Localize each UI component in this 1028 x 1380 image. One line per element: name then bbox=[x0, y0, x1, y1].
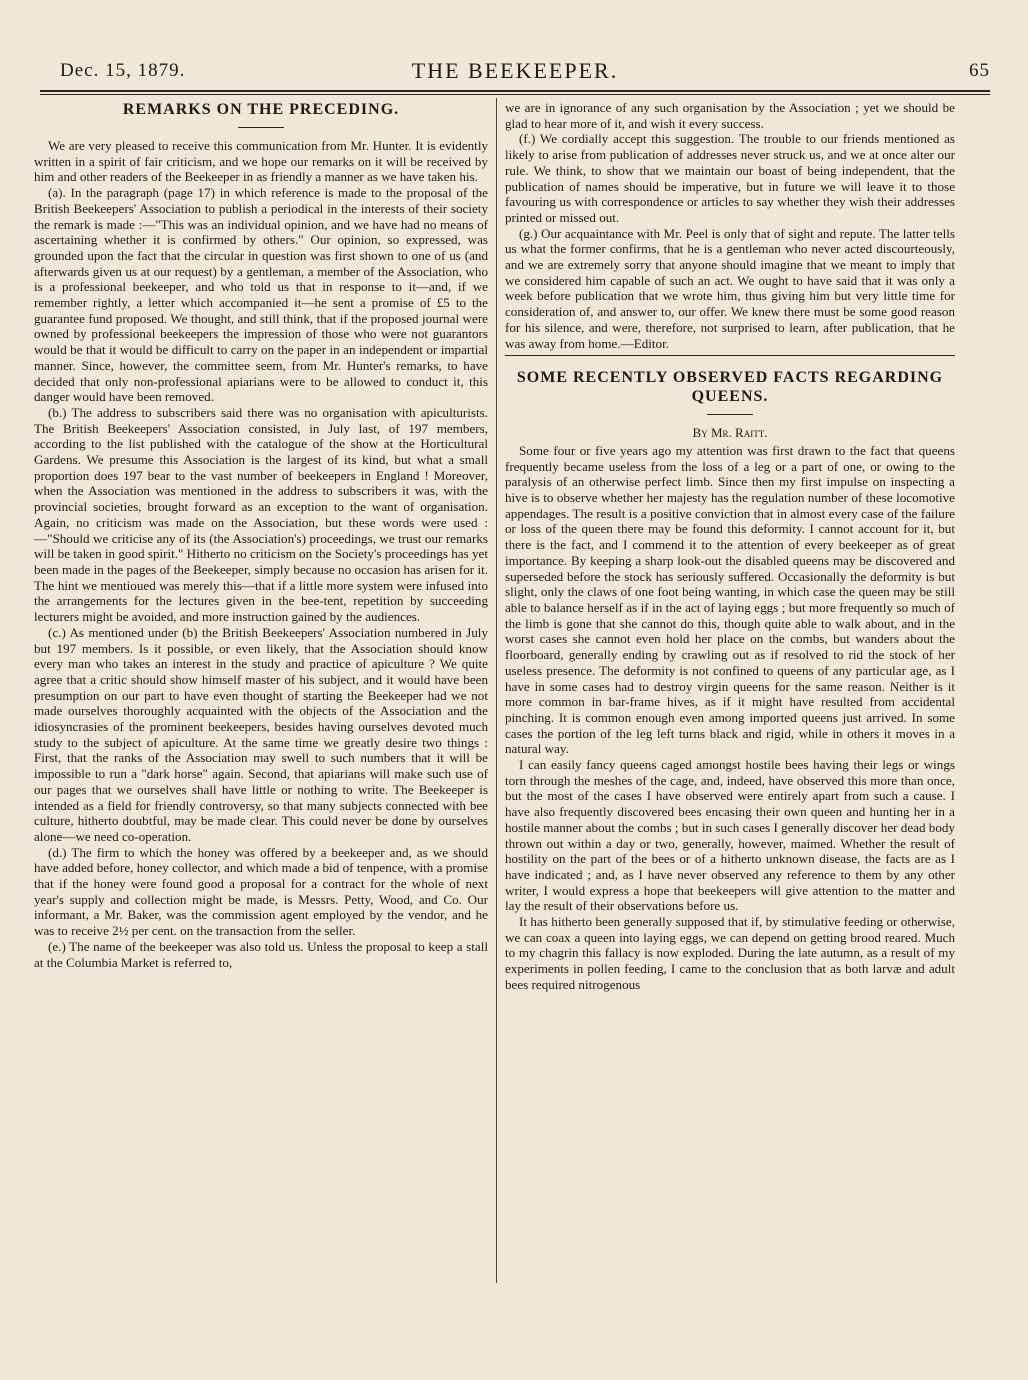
paragraph-e: (e.) The name of the beekeeper was also told us. Unless the proposal to keep a stall at the Columbia Market is referred to, bbox=[34, 938, 488, 970]
heading-rule bbox=[707, 414, 753, 415]
paragraph-queens-1: Some four or five years ago my attention was first drawn to the fact that queens frequently became useless from the loss of a leg or a part of one, or owing to the paralysis of an otherwise perfect limb. Since then my first impulse on inspecting a hive is to observe whether her majesty has the regulation number of these locomotive appendages. The result is a positive conviction that in almost every case of the failure or loss of the queen there may be found this deformity. I cannot account for it, but there is the fact, and I commend it to the attention of every beekeeper as of great importance. By keeping a sharp look-out the disabled queens may be discovered and superseded before the stock has seriously suffered. Occasionally the deformity is but slight, only the claws of one foot being wanting, in which case the queen may be still able to balance herself as if in the act of laying eggs ; but more frequently so much of the limb is gone that she cannot do this, though quite able to walk about, and in the worst cases she cannot even hold her place on the combs, but wanders about the floorboard, generally ending by crawling out as if resolved to rid the stock of her useless presence. The deformity is not confined to queens of any particular age, as I have in some cases had to destroy virgin queens for the same reason. Neither is it more common in bar-frame hives, as if it might have resulted from accidental pinching. It is common enough even among imported queens just arrived. In some cases the portion of the leg left turns black and rigid, while in others it moves in a natural way. bbox=[505, 442, 955, 757]
publication-title: THE BEEKEEPER. bbox=[411, 58, 619, 83]
paragraph-g: (g.) Our acquaintance with Mr. Peel is only that of sight and repute. The latter tells us what the former confirms, that he is a gentleman who never acted discourteously, and we are extremely sorry that anyone should imagine that we meant to imply that we considered him capable of such an act. We ought to have said that it was only a week before publication that we wrote him, thus giving him but very little time for consideration of, and answer to, our offer. We knew there must be some good reason for his silence, and were, therefore, not surprised to learn, after publication, that he was away from home.—Editor. bbox=[505, 225, 955, 351]
paragraph-f: (f.) We cordially accept this suggestion. The trouble to our friends mentioned as likely to arise from publication of addresses never struck us, and we at once alter our rule. We think, to show that we maintain our boast of being independent, that the publication of names should be imperative, but in future we will leave it to those favouring us with correspondence or articles to say whether they wish their addresses printed or missed out. bbox=[505, 131, 955, 225]
right-column bbox=[505, 100, 955, 993]
byline: By Mr. Raitt. bbox=[692, 425, 768, 441]
left-column bbox=[34, 100, 488, 970]
paragraph-intro: We are very pleased to receive this communication from Mr. Hunter. It is evidently written in a spirit of fair criticism, and we hope our remarks on it will be received by him and other readers of the Beekeeper in as friendly a manner as we have taken his. bbox=[34, 138, 488, 185]
paragraph-c: (c.) As mentioned under (b) the British Beekeepers' Association numbered in July but 197 members. Is it possible, or even likely, that the Association should know every man who takes an interest in the study and practice of apiculture ? We quite agree that a critic should show himself master of his subject, and it would have been presumption on our part to have even thought of starting the Beekeeper had we not made ourselves thoroughly acquainted with the objects of the Association and the idiosyncrasies of the prominent beekeepers, besides having ourselves devoted much study to the subject of apiculture. At the same time we greatly desire two things : First, that the ranks of the Association may swell to such numbers that it will be impossible to run a "dark horse" again. Second, that apiarians will make such use of our pages that we ourselves shall have little or nothing to write. The Beekeeper is intended as a field for friendly controversy, so that many subjects connected with bee culture, hitherto doubtful, may be made clear. This could never be done by ourselves alone—we need co-operation. bbox=[34, 624, 488, 844]
article-heading-remarks: REMARKS ON THE PRECEDING. bbox=[122, 101, 400, 118]
article-end-rule bbox=[505, 355, 955, 356]
article-heading-queens: SOME RECENTLY OBSERVED FACTS REGARDING QUEENS. bbox=[516, 369, 944, 406]
heading-rule bbox=[238, 127, 284, 128]
column-divider bbox=[496, 98, 497, 1283]
paragraph-a: (a). In the paragraph (page 17) in which reference is made to the proposal of the British Beekeepers' Association to publish a periodical in the interests of their society the remark is made :—"This was an individual opinion, and we have had no means of ascertaining whether it is confirmed by others." Our opinion, so expressed, was grounded upon the fact that the circular in question was first shown to one of us (and afterwards given us at our request) by a gentleman, a member of the Association, who is a professional beekeeper, and who told us that in response to it—and, if we remember rightly, a letter which accompanied it—he sent a promise of £5 to the guarantee fund proposed. We thought, and still think, that if the proposed journal were owned by professional beekeepers the impression of those who were not guarantors would be that it would be difficult to carry on the paper in an independent or impartial manner. Since, however, the committee seem, from Mr. Hunter's remarks, to have decided that only non-professional apiarians were to be allowed to conduct it, this danger would have been removed. bbox=[34, 185, 488, 405]
header-rule bbox=[40, 90, 990, 92]
page-header bbox=[40, 58, 990, 86]
paragraph-b: (b.) The address to subscribers said there was no organisation with apiculturists. The British Beekeepers' Association consisted, in July last, of 197 members, according to the list published with the catalogue of the show at the Horticultural Gardens. We presume this Association is the largest of its kind, but what a small proportion does 197 bear to the vast number of beekeepers in England ! Moreover, when the Association was mentioned in the address to subscribers it was, with the provincial societies, brought forward as an exception to the want of organisation. Again, no criticism was made on the Association, but these words were used :—"Should we criticise any of its (the Association's) proceedings, we trust our remarks will be taken in good spirit." Hitherto no criticism on the Society's proceedings has yet been made in the pages of the Beekeeper, simply because no occasion has arisen for it. The hint we mentioued was merely this—that if a little more system were infused into the arrangements for the lectures given in the bee-tent, repetition by succeeding lecturers might be avoided, and more instruction gained by the audiences. bbox=[34, 404, 488, 625]
paragraph-d: (d.) The firm to which the honey was offered by a beekeeper and, as we should have added before, honey collector, and which made a bid of tenpence, with a promise that if the honey were found good a proposal for a contract for the whole of next year's supply and collection might be made, is Messrs. Petty, Wood, and Co. Our informant, a Mr. Baker, was the commission agent employed by the vendor, and he was to receive 2½ per cent. on the transaction from the seller. bbox=[34, 844, 488, 939]
paragraph-queens-2: I can easily fancy queens caged amongst hostile bees having their legs or wings torn through the meshes of the cage, and, indeed, have observed this more than once, but the most of the cases I have observed were entirely apart from such a cause. I have also frequently discovered bees encasing their own queen and hunting her in a hostile manner about the combs ; but in such cases I generally discover her dead body thrown out within a day or two, generally, however, maimed. Whether the result of hostility on the part of the bees or of a hitherto unknown disease, the facts are as I have indicated ; and, as I have never observed any reference to them by any other writer, I would express a hope that beekeepers will give attention to the matter and lay the result of their observations before us. bbox=[505, 757, 955, 914]
page-number: 65 bbox=[969, 60, 990, 81]
paragraph-e-continued: we are in ignorance of any such organisation by the Association ; yet we should be glad to hear more of it, and wish it every success. bbox=[505, 100, 955, 131]
header-rule-thin bbox=[40, 94, 990, 95]
issue-date: Dec. 15, 1879. bbox=[60, 60, 186, 81]
paragraph-queens-3: It has hitherto been generally supposed that if, by stimulative feeding or otherwise, we can coax a queen into laying eggs, we can depend on getting brood reared. Much to my chagrin this fallacy is now exploded. During the late autumn, as a result of my experiments in pollen feeding, I came to the conclusion that as both larvæ and adult bees required nitrogenous bbox=[505, 914, 955, 992]
